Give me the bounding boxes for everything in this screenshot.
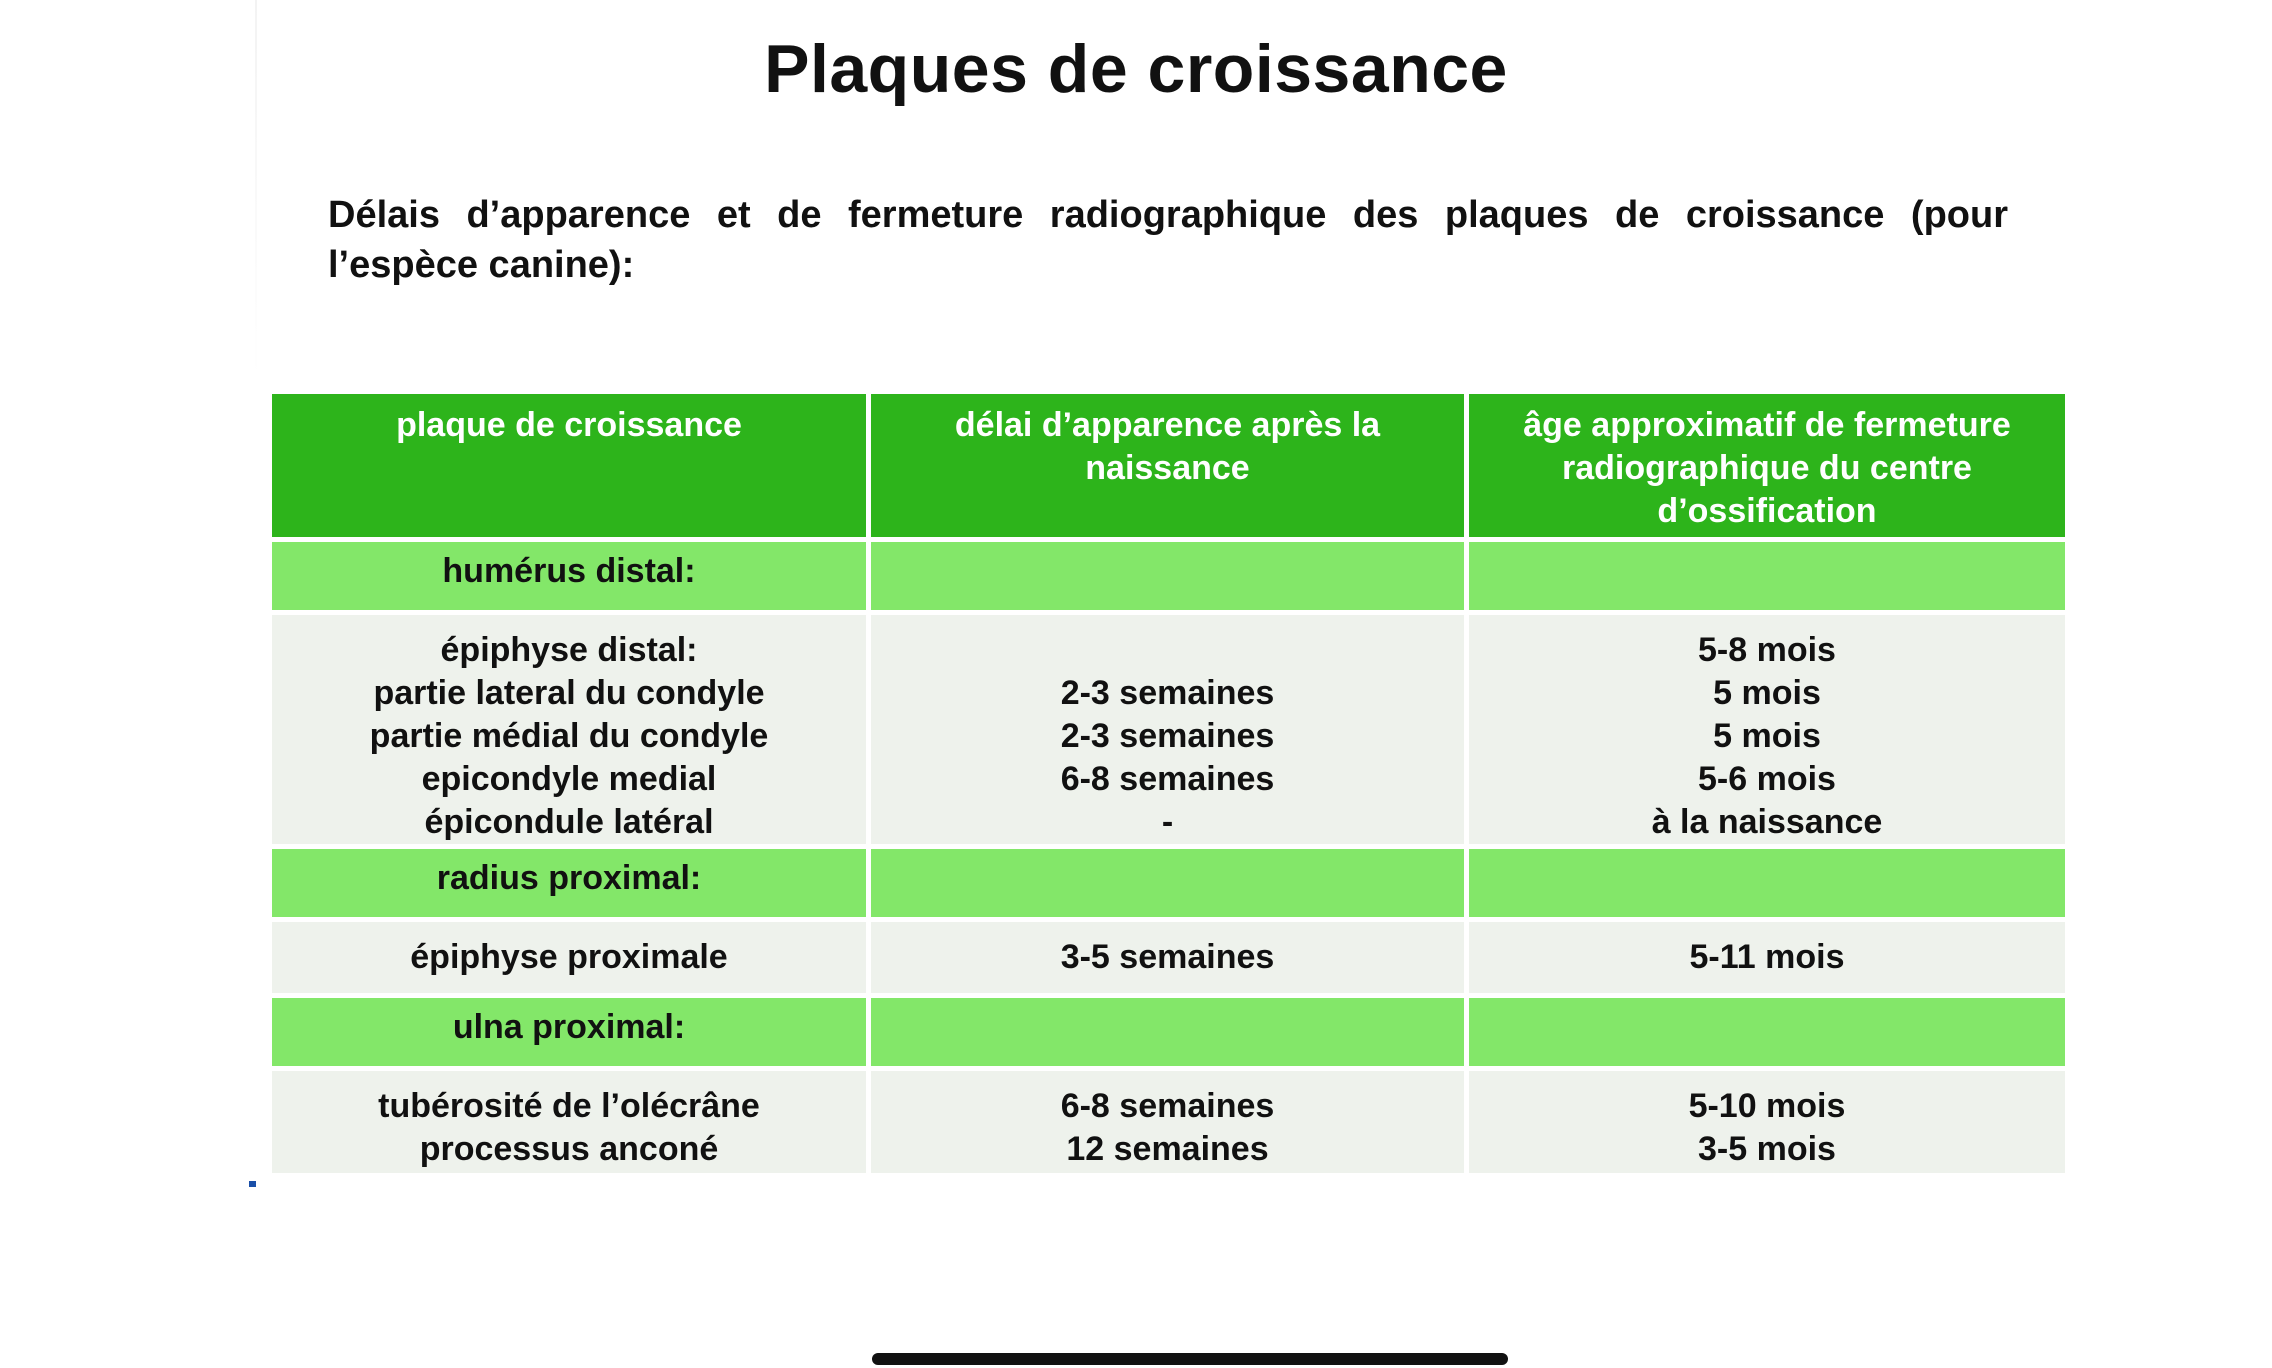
table-row: [272, 1071, 2065, 1173]
table-header-row: [272, 394, 2065, 537]
section-empty-cell: [1469, 849, 2065, 917]
section-row-radius: [272, 849, 2065, 917]
section-label: radius proximal:: [272, 849, 866, 917]
section-label: ulna proximal:: [272, 998, 866, 1066]
section-empty-cell: [1469, 998, 2065, 1066]
home-indicator-bar[interactable]: [872, 1353, 1508, 1365]
growth-plate-cell: épiphyse distal: partie lateral du condyle partie médial du condyle epicondyle medial épicondule latéral: [272, 615, 866, 844]
column-header-closure-age: âge approximatif de fermeture radiographique du centre d’ossification: [1469, 394, 2065, 537]
growth-plate-cell: tubérosité de l’olécrâne processus anconé: [272, 1071, 866, 1173]
section-row-ulna: [272, 998, 2065, 1066]
appearance-delay-cell: 3-5 semaines: [871, 922, 1464, 993]
section-empty-cell: [871, 542, 1464, 610]
table-row: [272, 615, 2065, 844]
column-header-growth-plate: plaque de croissance: [272, 394, 866, 537]
cursor-dot: [249, 1181, 256, 1187]
intro-paragraph: Délais d’apparence et de fermeture radiographique des plaques de croissance (pour l’espèce canine):: [328, 194, 2008, 286]
appearance-delay-cell: 2-3 semaines 2-3 semaines 6-8 semaines -: [871, 615, 1464, 844]
closure-age-cell: 5-10 mois 3-5 mois: [1469, 1071, 2065, 1173]
closure-age-cell: 5-11 mois: [1469, 922, 2065, 993]
closure-age-cell: 5-8 mois 5 mois 5 mois 5-6 mois à la naissance: [1469, 615, 2065, 844]
section-empty-cell: [871, 849, 1464, 917]
section-empty-cell: [1469, 542, 2065, 610]
table-row: [272, 922, 2065, 993]
page-title: Plaques de croissance: [764, 31, 1508, 107]
growth-plates-table: [272, 394, 2065, 1178]
section-empty-cell: [871, 998, 1464, 1066]
column-header-appearance-delay: délai d’apparence après la naissance: [871, 394, 1464, 537]
appearance-delay-cell: 6-8 semaines 12 semaines: [871, 1071, 1464, 1173]
growth-plate-cell: épiphyse proximale: [272, 922, 866, 993]
section-row-humerus: [272, 542, 2065, 610]
section-label: humérus distal:: [272, 542, 866, 610]
